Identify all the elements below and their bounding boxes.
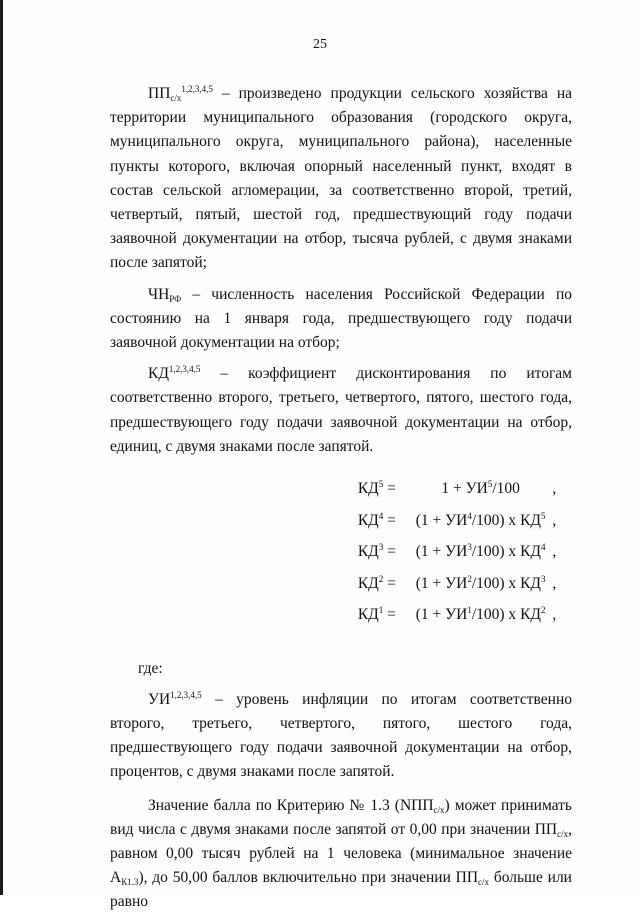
definition-kd: КД$^{1,2,3,4,5}$ – коэффициент дисконтирования по итогам соответственно второго, третьего, четвертого, пятого, шестого года, предшествующего году подачи заявочной документации на отбор, единиц, с двумя знаками после запятой. — [110, 364, 572, 455]
symbol-ui: УИ$^{1,2,3,4,5}$ — [148, 689, 202, 708]
formula-rhs: $(1 + УИ^3/100)$ х $КД^4$ — [415, 542, 546, 561]
symbol-chn: $ЧН_{РФ}$ — [148, 285, 182, 304]
formula-row — [110, 603, 572, 635]
formula-rhs: $(1 + УИ^4/100)$ х $КД^5$ — [415, 510, 546, 529]
formula-row — [110, 509, 572, 541]
formula-comma: , — [552, 543, 557, 561]
definition-ui: УИ$^{1,2,3,4,5}$ – уровень инфляции по итогам соответственно второго, третьего, четвертого, пятого, шестого года, предшествующего году подачи заявочной документации на отбор, процентов, с двумя знаками после запятой. — [110, 689, 572, 781]
formula-row — [110, 572, 572, 604]
formula-block — [110, 477, 572, 635]
document-body — [110, 82, 572, 915]
symbol-pp: $ПП_{с/х}^{1,2,3,4,5}$ — [148, 84, 213, 103]
formula-lhs: $КД^3$ = — [357, 542, 396, 561]
scan-edge — [0, 0, 3, 895]
where-label: где: — [138, 659, 163, 677]
formula-rhs: $1 + УИ^5/100$ — [441, 479, 520, 498]
formula-lhs: $КД^4$ = — [357, 510, 396, 529]
formula-comma: , — [552, 511, 557, 529]
symbol-kd: КД$^{1,2,3,4,5}$ — [148, 364, 201, 383]
formula-comma: , — [552, 606, 557, 624]
formula-row — [110, 540, 572, 572]
criterion-paragraph: Значение балла по Критерию № 1.3 $(NПП_{с/х})$ может принимать вид числа с двумя знаками после запятой от 0,00 при значении $ПП_{с/х}$, равном 0,00 тысяч рублей на 1 человека (минимальное значение $А_{К1.3}$), до 50,00 баллов включительно при значении $ПП_{с/х}$ больше или равно — [110, 796, 572, 911]
formula-lhs: $КД^5$ = — [357, 479, 396, 498]
formula-rhs: $(1 + УИ^1/100)$ х $КД^2$ — [415, 605, 546, 624]
formula-comma: , — [552, 574, 557, 592]
page-number: 25 — [313, 37, 327, 52]
formula-comma: , — [552, 480, 557, 498]
definition-chn: $ЧН_{РФ}$ – численность населения Российской Федерации по состоянию на 1 января года, предшествующего году подачи заявочной документации на отбор; — [110, 285, 572, 352]
formula-lhs: $КД^2$ = — [357, 573, 396, 592]
formula-row — [110, 477, 572, 509]
formula-lhs: $КД^1$ = — [357, 605, 396, 624]
formula-rhs: $(1 + УИ^2/100)$ х $КД^3$ — [415, 573, 546, 592]
definition-pp: $ПП_{с/х}^{1,2,3,4,5}$ – произведено продукции сельского хозяйства на территории муниципального образования (городского округа, муниципального округа, муниципального района), населенные пункты которого, включая опорный населенный пункт, входят в состав сельской агломерации, за соответственно второй, третий, четвертый, пятый, шестой год, предшествующий году подачи заявочной документации на отбор, тысяча рублей, с двумя знаками после запятой; — [110, 84, 572, 272]
